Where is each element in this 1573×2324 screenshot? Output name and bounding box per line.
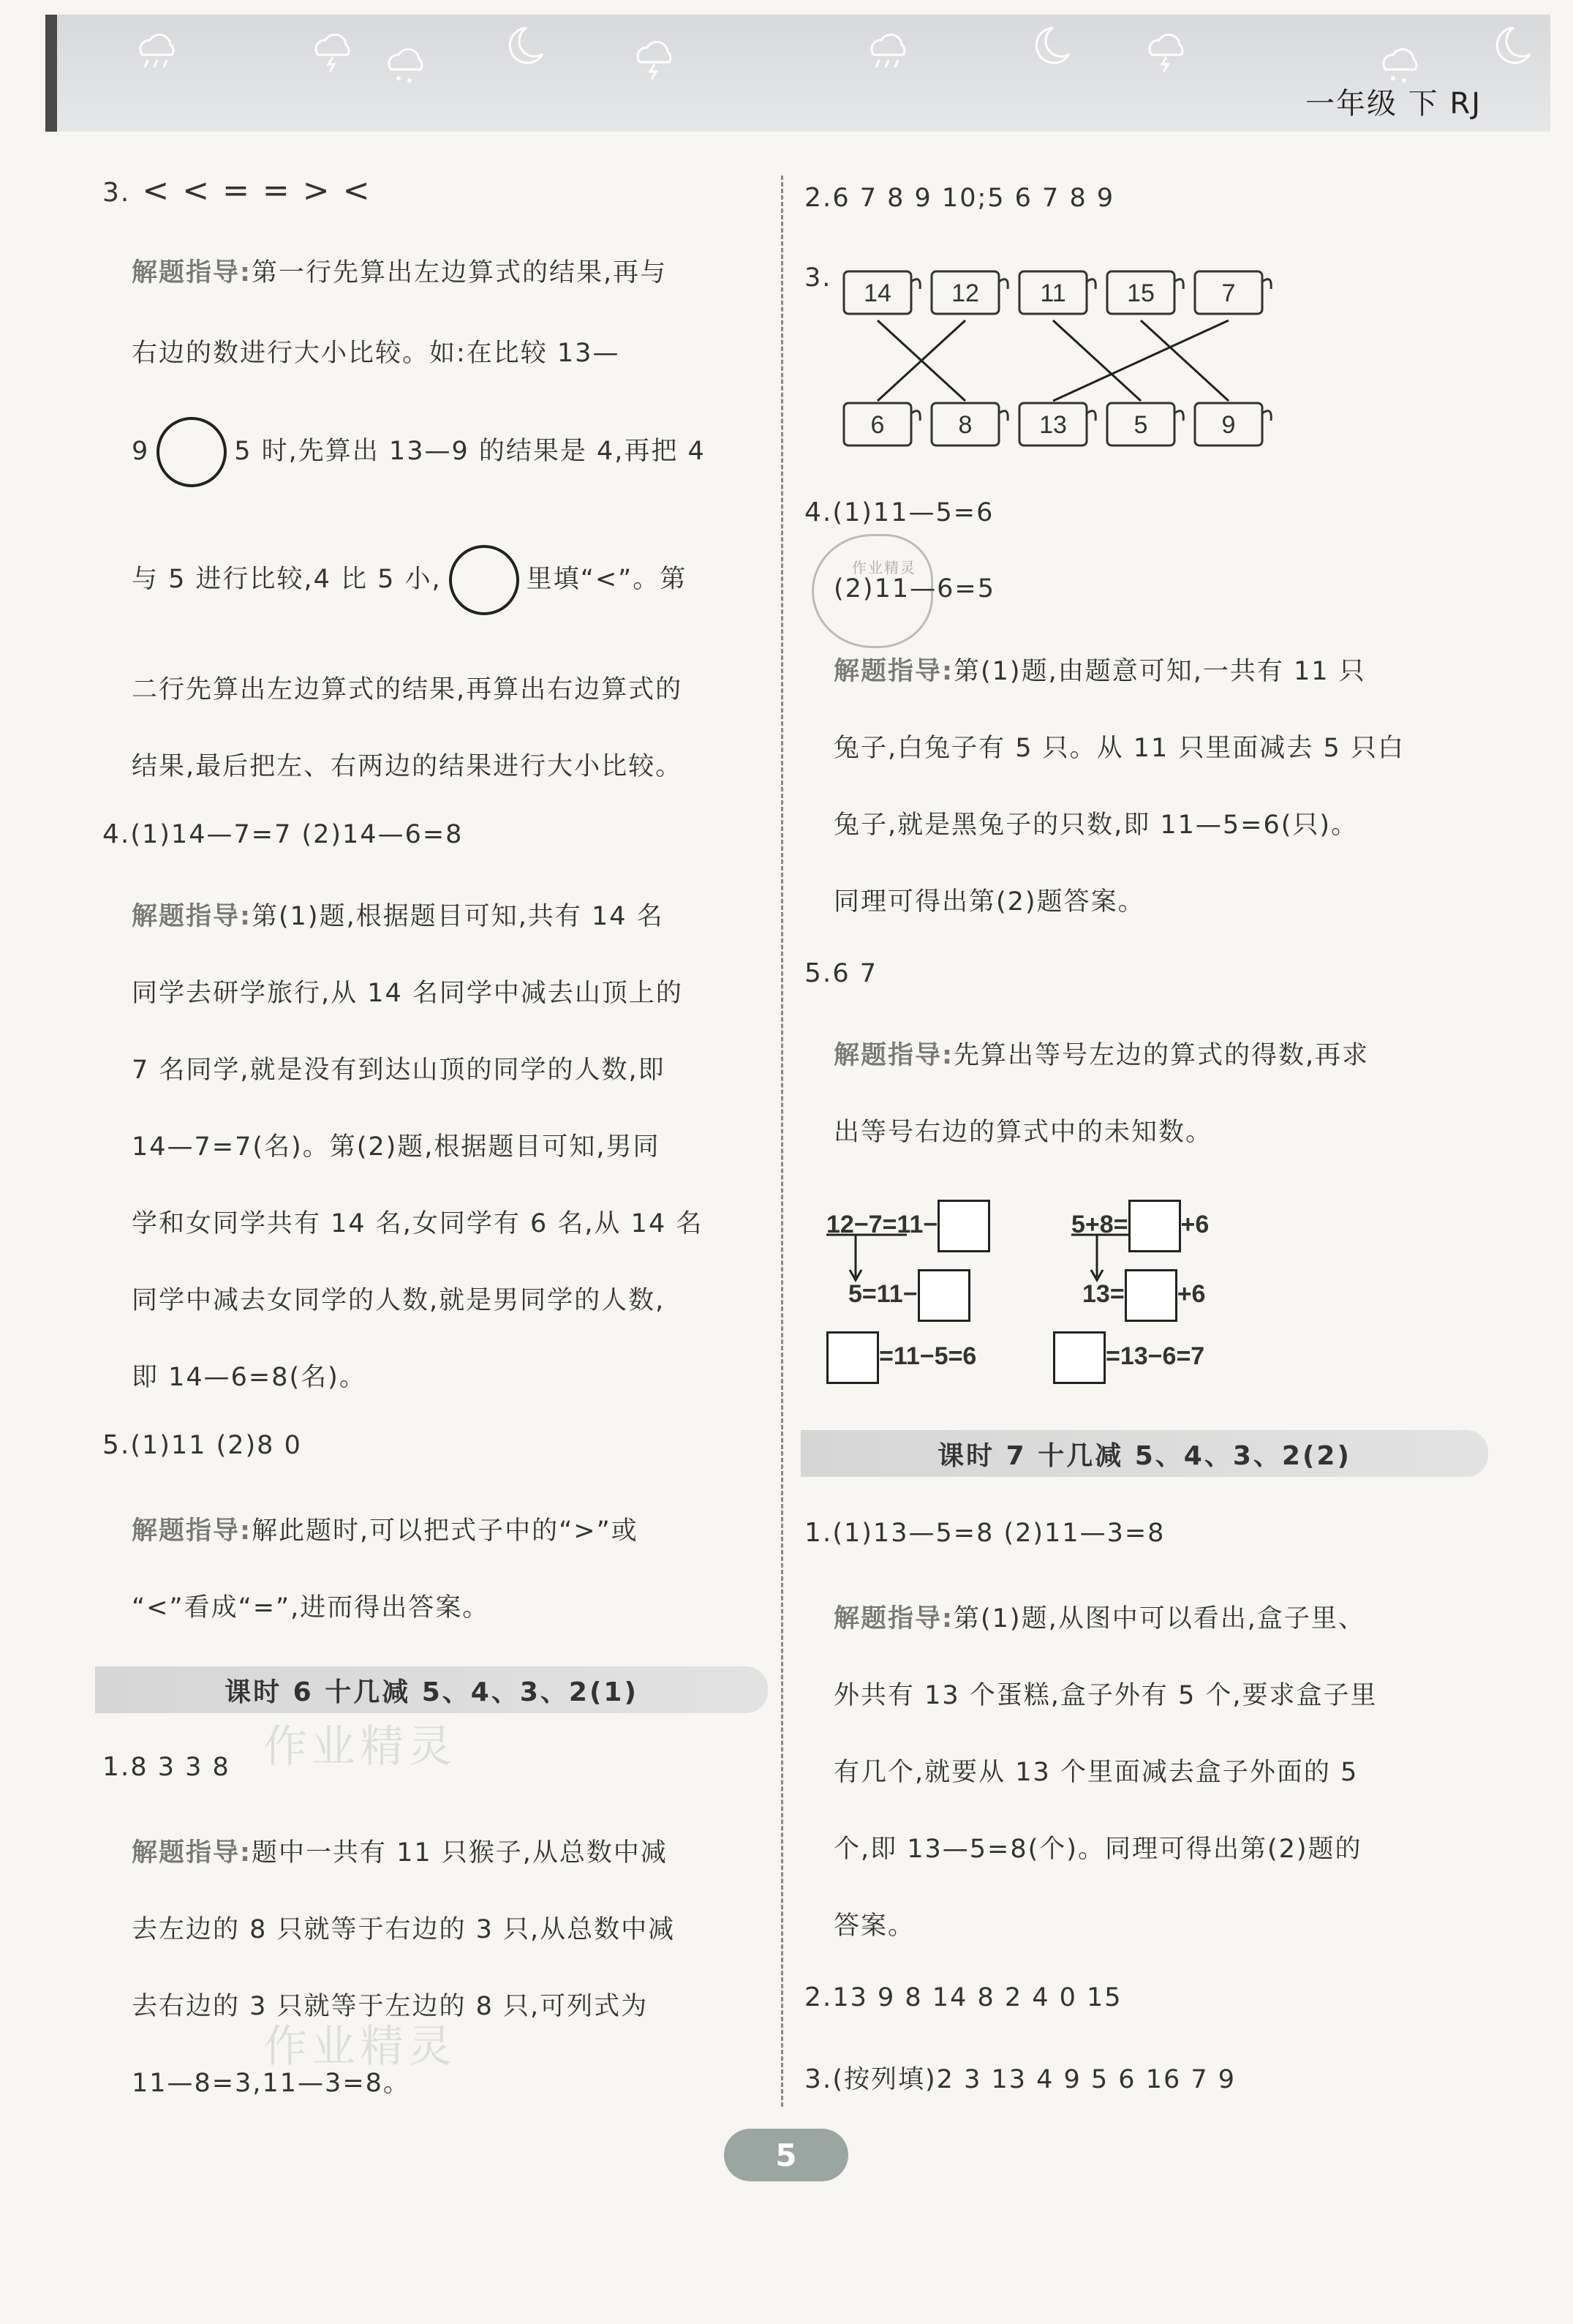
q4-answer-2: (2)11—6=5 [834,574,995,603]
cloud-rain-icon [863,29,914,73]
cloud-lightning-icon [629,37,680,80]
guide-line [834,1035,1369,1072]
work-line-b2 [1082,1269,1205,1322]
q4-answer-1 [804,497,994,527]
blank-box [826,1331,879,1384]
guide-text: 与 5 进行比较,4 比 5 小, [132,565,442,594]
answer-text: 6 7 8 9 10;5 6 7 8 9 [832,184,1115,213]
guide-label: 解题指导: [834,1041,954,1070]
lesson6-q1-answer [102,1752,230,1782]
answer-text: (1)14—7=7 (2)14—6=8 [130,820,464,849]
card-top-2 [929,267,1011,320]
guide-line: 去右边的 3 只就等于左边的 8 只,可列式为 [132,1992,649,2021]
guide-line: 兔子,就是黑兔子的只数,即 11—5=6(只)。 [834,811,1359,840]
guide-line: 7 名同学,就是没有到达山顶的同学的人数,即 [132,1056,665,1085]
question-number: 1. [804,1518,833,1548]
q4-answer [102,819,463,849]
guide-line: “<”看成“=”,进而得出答案。 [132,1593,490,1622]
header-left-bar [45,15,57,132]
work-text: 13= [1082,1279,1125,1308]
cloud-lightning-icon [307,29,358,73]
guide-line: 兔子,白兔子有 5 只。从 11 只里面减去 5 只白 [834,734,1405,763]
grade-label: 一年级 下 RJ [1305,87,1482,121]
section-title-lesson6: 课时 6 十几减 5、4、3、2(1) [95,1666,768,1713]
guide-line: 外共有 13 个蛋糕,盒子外有 5 个,要求盒子里 [834,1681,1378,1710]
guide-text: 5 时,先算出 13—9 的结果是 4,再把 4 [234,437,706,466]
guide-line: 同学去研学旅行,从 14 名同学中减去山顶上的 [132,979,683,1008]
matching-lines [841,315,1294,410]
card-number: 6 [870,410,885,439]
card-bottom-2 [929,399,1011,451]
work-text: =13−6=7 [1106,1342,1205,1370]
guide-line: 二行先算出左边算式的结果,再算出右边算式的 [132,675,683,704]
card-bottom-5 [1192,399,1274,451]
lesson7-q2-answer [804,1982,1123,2012]
moon-icon [497,22,548,66]
answer-text: (1)11—5=6 [832,498,995,527]
cloud-rain-icon [380,44,431,88]
guide-line [132,417,706,487]
guide-line: 右边的数进行大小比较。如:在比较 13— [132,339,620,368]
work-text: 5=11− [848,1279,918,1308]
work-text: 12−7=11− [826,1210,938,1238]
guide-text: 第(1)题,根据题目可知,共有 14 名 [252,902,664,931]
guide-line: 个,即 13—5=8(个)。同理可得出第(2)题的 [834,1835,1362,1864]
answer-text: (按列填)2 3 13 4 9 5 6 16 7 9 [832,2065,1237,2094]
guide-text: 9 [132,437,150,466]
guide-text: 先算出等号左边的算式的得数,再求 [954,1041,1370,1070]
card-number: 11 [1040,279,1066,307]
work-text: +6 [1180,1210,1210,1238]
cloud-rain-icon [132,29,183,73]
card-top-5 [1192,267,1274,320]
watermark: 作业精灵 [263,2021,456,2072]
guide-line: 答案。 [834,1911,916,1941]
stamp-text: 作业精灵 [852,559,916,576]
guide-text: 解此题时,可以把式子中的“>”或 [252,1516,638,1546]
guide-line: 学和女同学共有 14 名,女同学有 6 名,从 14 名 [132,1209,703,1238]
section-title-lesson7: 课时 7 十几减 5、4、3、2(2) [801,1430,1488,1477]
guide-line: 14—7=7(名)。第(2)题,根据题目可知,男同 [132,1132,660,1162]
blank-box [1053,1331,1106,1384]
column-divider [781,176,783,2107]
answer-text: (1)13—5=8 (2)11—3=8 [832,1519,1166,1548]
guide-line [132,896,664,933]
guide-line: 同学中减去女同学的人数,就是男同学的人数, [132,1286,665,1315]
question-number: 2. [804,183,833,213]
card-number: 13 [1039,410,1067,439]
guide-line: 即 14—6=8(名)。 [132,1363,366,1392]
match-line [1053,320,1229,401]
guide-label: 解题指导: [132,902,252,931]
moon-icon [1485,22,1536,66]
guide-line: 结果,最后把左、右两边的结果进行大小比较。 [132,752,683,781]
question-number: 4. [804,497,833,527]
guide-line [132,1832,668,1869]
card-number: 15 [1127,279,1155,307]
guide-label: 解题指导: [132,1838,252,1868]
card-top-4 [1104,267,1186,320]
guide-label: 解题指导: [834,1604,954,1633]
guide-text: 题中一共有 11 只猴子,从总数中减 [252,1838,668,1868]
guide-line: 去左边的 8 只就等于右边的 3 只,从总数中减 [132,1915,676,1944]
answer-text: 8 3 3 8 [130,1753,230,1782]
guide-line [132,1511,638,1547]
work-text: 5+8= [1071,1210,1128,1238]
blank-circle [156,417,227,487]
answer-text: (1)11 (2)8 0 [130,1431,302,1460]
card-number: 5 [1133,410,1148,439]
q3-answer [102,172,371,209]
question-number: 1. [102,1752,131,1782]
question-number: 5. [102,1430,131,1460]
guide-line: 同理可得出第(2)题答案。 [834,887,1145,917]
guide-text: 第一行先算出左边算式的结果,再与 [252,258,668,287]
q2-answer [804,183,1114,213]
match-line [1053,320,1141,401]
cloud-lightning-icon [1141,29,1192,73]
card-number: 7 [1221,279,1236,307]
guide-line [132,545,687,615]
card-bottom-1 [841,399,923,451]
guide-line: 11—8=3,11—3=8。 [132,2069,410,2098]
guide-text: 第(1)题,由题意可知,一共有 11 只 [954,657,1366,686]
guide-label: 解题指导: [132,1516,252,1546]
page-number: 5 [724,2129,848,2181]
question-number: 5. [804,958,833,988]
q5-answer [102,1430,302,1460]
guide-text: 里填“<”。第 [526,565,687,594]
question-number: 3. [804,2064,833,2094]
card-number: 9 [1221,410,1236,439]
guide-label: 解题指导: [132,258,252,287]
answer-text: 6 7 [832,959,878,988]
question-number: 4. [102,819,131,849]
work-text: =11−5=6 [879,1342,977,1370]
guide-line [834,651,1366,688]
card-number: 12 [951,279,979,307]
question-number: 2. [804,1982,833,2012]
card-bottom-4 [1104,399,1186,451]
work-line-a3 [826,1331,976,1384]
card-top-1 [841,267,923,320]
blank-box [918,1269,970,1322]
card-number: 14 [864,279,891,307]
guide-line: 出等号右边的算式中的未知数。 [834,1118,1213,1147]
question-number: 3. [102,178,131,208]
card-bottom-3 [1016,399,1098,451]
guide-line [834,1598,1365,1635]
q5-answer [804,958,878,988]
lesson7-q3-answer [804,2059,1236,2096]
work-text: +6 [1177,1279,1206,1308]
match-line [1141,320,1229,401]
answer-text: < < = = > < [142,172,371,209]
answer-text: 13 9 8 14 8 2 4 0 15 [832,1983,1123,2012]
lesson7-q1-answer [804,1518,1165,1548]
guide-line: 有几个,就要从 13 个里面减去盒子外面的 5 [834,1758,1359,1787]
work-line-b3 [1053,1331,1204,1384]
blank-circle [449,545,519,615]
card-top-3 [1016,267,1098,320]
work-line-a2 [848,1269,970,1322]
blank-box [1125,1269,1177,1322]
card-number: 8 [958,410,973,439]
watermark: 作业精灵 [263,1721,456,1772]
guide-text: 第(1)题,从图中可以看出,盒子里、 [954,1604,1365,1633]
moon-icon [1024,22,1075,66]
guide-line [132,252,667,289]
question-number: 3. [804,263,832,293]
guide-label: 解题指导: [834,657,954,686]
